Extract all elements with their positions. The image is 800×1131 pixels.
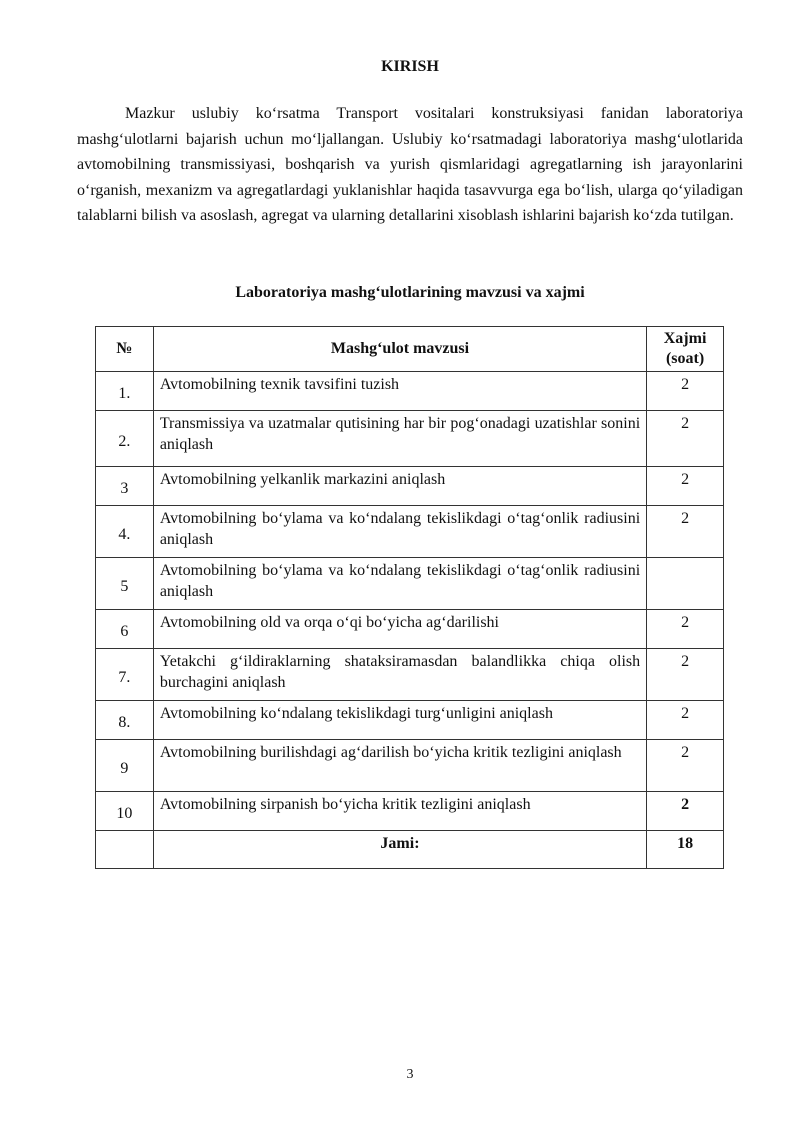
table-row: [96, 467, 724, 506]
table-row: [96, 649, 724, 701]
table-row: [96, 506, 724, 558]
row-topic: Avtomobilning old va orqa o‘qi bo‘yicha ag‘darilishi: [153, 610, 646, 649]
row-hours: 2: [647, 411, 724, 467]
header-hours-line2: (soat): [665, 350, 705, 367]
section-heading: KIRISH: [381, 58, 439, 75]
intro-paragraph: Mazkur uslubiy ko‘rsatma Transport vositalari konstruksiyasi fanidan laboratoriya mashg‘ulotlarni bajarish uchun mo‘ljallangan. Uslubiy ko‘rsatmadagi laboratoriya mashg‘ulotlarida avtomobilning transmissiyasi, boshqarish va yurish qismlaridagi agregatlarning ish jarayonlarini o‘rganish, mexanizm va agregatlardagi yuklanishlar haqida tasavvurga ega bo‘lish, ularga qo‘yiladigan talablarni bilish va asoslash, agregat va ularning detallarini xisoblash ishlarini bajarish ko‘zda tutilgan.: [77, 105, 743, 225]
row-hours: [647, 558, 724, 610]
row-num: 4.: [96, 506, 154, 558]
header-num: №: [96, 327, 154, 372]
row-hours: 2: [647, 467, 724, 506]
row-num: 5: [96, 558, 154, 610]
total-label: Jami:: [153, 831, 646, 869]
row-num: 7.: [96, 649, 154, 701]
row-topic: Yetakchi g‘ildiraklarning shataksiramasdan balandlikka chiqa olish burchagini aniqlash: [153, 649, 646, 701]
table-row: [96, 792, 724, 831]
row-topic: Avtomobilning texnik tavsifini tuzish: [153, 372, 646, 411]
row-topic: Avtomobilning yelkanlik markazini aniqlash: [153, 467, 646, 506]
table-title: Laboratoriya mashg‘ulotlarining mavzusi va xajmi: [235, 284, 585, 301]
header-hours: [647, 327, 724, 372]
row-hours: 2: [647, 701, 724, 740]
row-num: 10: [96, 792, 154, 831]
row-hours: 2: [647, 792, 724, 831]
row-num: 6: [96, 610, 154, 649]
row-num: 9: [96, 740, 154, 792]
table-row: [96, 740, 724, 792]
row-hours: 2: [647, 372, 724, 411]
row-topic: Avtomobilning sirpanish bo‘yicha kritik tezligini aniqlash: [153, 792, 646, 831]
row-topic: Avtomobilning bo‘ylama va ko‘ndalang tekislikdagi o‘tag‘onlik radiusini aniqlash: [153, 558, 646, 610]
table-row: [96, 610, 724, 649]
row-hours: 2: [647, 649, 724, 701]
header-hours-line1: Xajmi: [663, 330, 707, 347]
lab-topics-table: [95, 326, 724, 869]
row-topic: Avtomobilning burilishdagi ag‘darilish bo‘yicha kritik tezligini aniqlash: [153, 740, 646, 792]
table-row: [96, 701, 724, 740]
row-num: 1.: [96, 372, 154, 411]
row-topic: Avtomobilning ko‘ndalang tekislikdagi turg‘unligini aniqlash: [153, 701, 646, 740]
page-number: 3: [406, 1067, 414, 1082]
total-value: 18: [647, 831, 724, 869]
table-row: [96, 558, 724, 610]
row-hours: 2: [647, 506, 724, 558]
table-row: [96, 411, 724, 467]
row-num: 8.: [96, 701, 154, 740]
header-topic: Mashg‘ulot mavzusi: [153, 327, 646, 372]
table-header-row: [96, 327, 724, 372]
row-hours: 2: [647, 740, 724, 792]
row-hours: 2: [647, 610, 724, 649]
row-num: 3: [96, 467, 154, 506]
table-total-row: [96, 831, 724, 869]
row-topic: Avtomobilning bo‘ylama va ko‘ndalang tekislikdagi o‘tag‘onlik radiusini aniqlash: [153, 506, 646, 558]
table-row: [96, 372, 724, 411]
row-num: 2.: [96, 411, 154, 467]
row-topic: Transmissiya va uzatmalar qutisining har bir pog‘onadagi uzatishlar sonini aniqlash: [153, 411, 646, 467]
total-empty-cell: [96, 831, 154, 869]
